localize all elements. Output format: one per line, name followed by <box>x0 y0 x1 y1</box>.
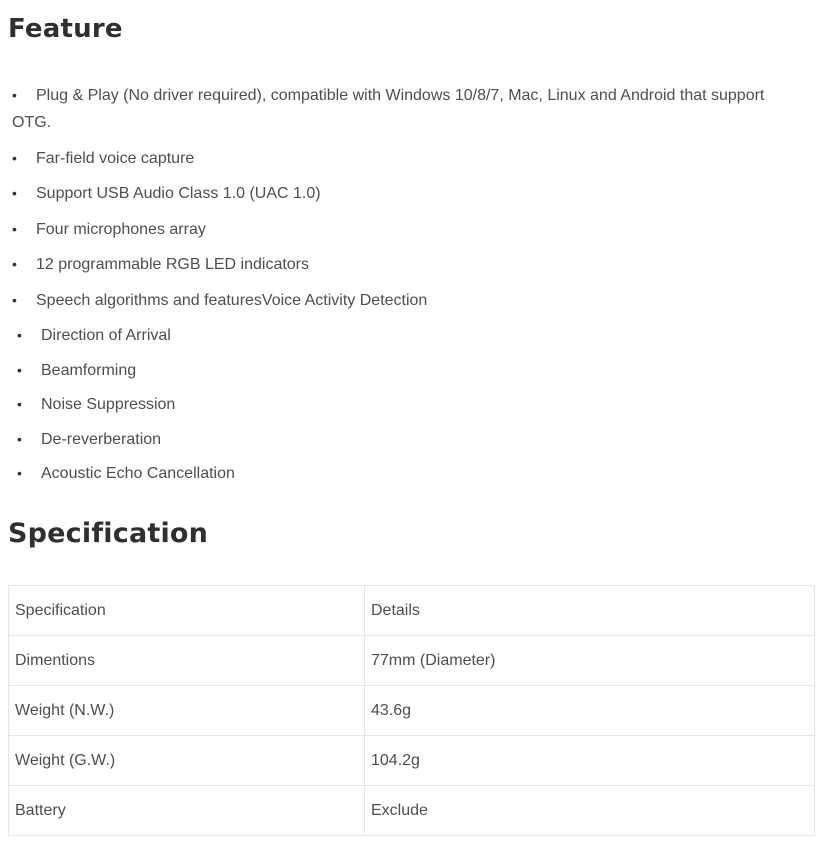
table-cell-spec: Dimentions <box>9 636 365 686</box>
table-header-cell: Details <box>365 586 815 636</box>
table-cell-detail: Exclude <box>365 786 815 836</box>
feature-item <box>12 145 802 172</box>
specification-table <box>8 585 815 836</box>
table-cell-spec: Weight (G.W.) <box>9 736 365 786</box>
feature-item-text: Support USB Audio Class 1.0 (UAC 1.0) <box>36 185 321 202</box>
feature-item <box>12 251 802 278</box>
table-row <box>9 786 815 836</box>
feature-sub-item <box>17 426 417 461</box>
feature-item <box>12 180 802 207</box>
feature-sub-item <box>17 322 417 357</box>
bullet-icon: • <box>17 465 22 481</box>
feature-item-text: Far-field voice capture <box>36 149 195 167</box>
feature-sub-item-text: De-reverberation <box>41 430 162 448</box>
bullet-icon: • <box>12 149 17 166</box>
feature-item-text: Speech algorithms and featuresVoice Activity Detection <box>36 291 428 309</box>
table-cell-detail: 43.6g <box>365 686 815 736</box>
bullet-icon: • <box>17 430 22 447</box>
table-cell-spec: Weight (N.W.) <box>9 686 365 736</box>
bullet-icon: • <box>12 87 17 103</box>
feature-sub-item <box>17 460 417 495</box>
feature-item-text: Four microphones array <box>36 220 206 238</box>
bullet-icon: • <box>17 361 22 378</box>
table-row <box>9 736 815 786</box>
table-row <box>9 686 815 736</box>
feature-item <box>12 287 802 314</box>
feature-sub-item-text: Direction of Arrival <box>41 327 171 344</box>
table-row <box>9 636 815 686</box>
specification-heading: Specification <box>8 518 209 549</box>
feature-list <box>12 82 802 314</box>
table-cell-detail: 104.2g <box>365 736 815 786</box>
feature-sub-list <box>17 322 417 495</box>
feature-sub-item-text: Acoustic Echo Cancellation <box>41 465 235 482</box>
feature-item-text: Plug & Play (No driver required), compatible with Windows 10/8/7, Mac, Linux and Android that support OTG. <box>12 87 765 131</box>
table-cell-detail: 77mm (Diameter) <box>365 636 815 686</box>
bullet-icon: • <box>12 185 17 201</box>
feature-sub-item-text: Noise Suppression <box>41 396 176 413</box>
table-cell-spec: Battery <box>9 786 365 836</box>
feature-item <box>12 82 802 136</box>
feature-item-text: 12 programmable RGB LED indicators <box>36 256 310 273</box>
bullet-icon: • <box>17 327 22 343</box>
table-header-cell: Specification <box>9 586 365 636</box>
bullet-icon: • <box>12 220 17 237</box>
bullet-icon: • <box>12 291 17 308</box>
feature-sub-item <box>17 357 417 392</box>
feature-sub-item-text: Beamforming <box>41 361 137 379</box>
bullet-icon: • <box>17 396 22 412</box>
bullet-icon: • <box>12 256 17 272</box>
feature-heading: Feature <box>8 14 123 44</box>
feature-item <box>12 216 802 243</box>
feature-sub-item <box>17 391 417 426</box>
table-header-row <box>9 586 815 636</box>
